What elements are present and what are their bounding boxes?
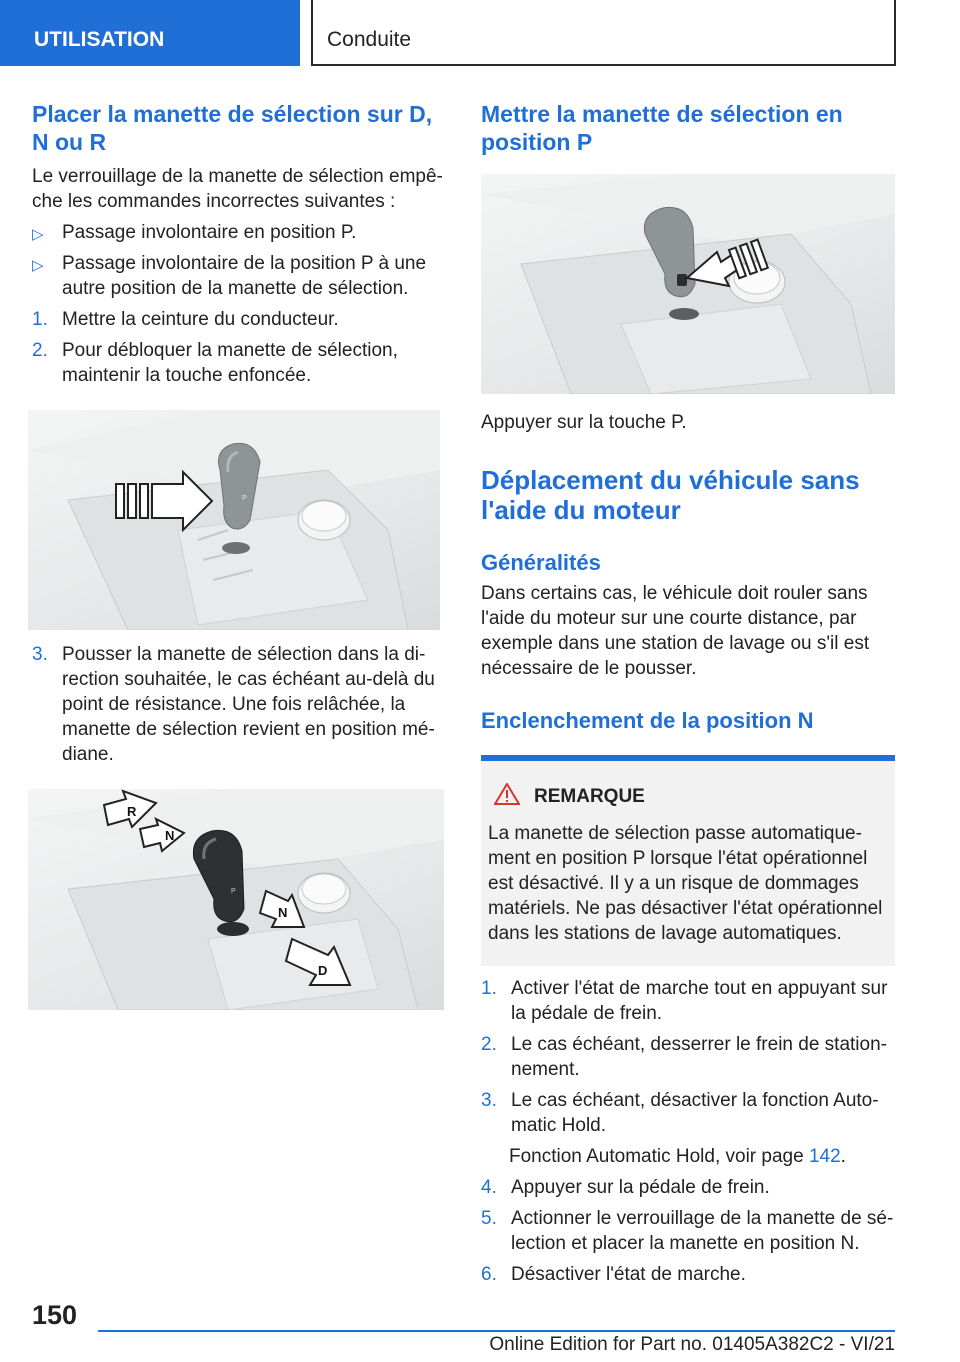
p-button-image — [481, 174, 895, 394]
subheading-generalites: Généralités — [481, 550, 601, 575]
press-p-caption: Appuyer sur la touche P. — [481, 412, 687, 433]
heading-moving-without-engine: Déplacement du véhicule sans l'aide du moteur — [481, 465, 860, 525]
steps-list-n2 — [481, 1175, 895, 1287]
list-item: 2. Le cas échéant, desserrer le frein de stationnement. — [481, 1034, 887, 1080]
chapter-tab — [311, 0, 896, 66]
p-button-label: P — [231, 888, 236, 895]
bullet-list — [32, 220, 444, 301]
list-item: 3. Pousser la manette de sélection dans la direction souhaitée, le cas échéant au-delà du point de résistance. Une fois relâchée, la manette de sélection revient en position médiane. — [32, 644, 435, 765]
cross-reference: Fonction Automatic Hold, voir page 142. — [509, 1146, 846, 1167]
page-link-142[interactable]: 142 — [808, 1146, 841, 1167]
steps-list-a — [32, 307, 444, 388]
right-column — [481, 100, 895, 1287]
list-item: 1. Activer l'état de marche tout en appuyant sur la pédale de frein. — [481, 978, 888, 1024]
chapter-title: Conduite — [327, 28, 412, 51]
warning-triangle-icon — [494, 783, 520, 811]
section-tab — [0, 0, 300, 66]
list-item: 6. Désactiver l'état de marche. — [481, 1264, 746, 1285]
list-item: 5. Actionner le verrouillage de la manette de sélection et placer la manette en position N. — [481, 1208, 894, 1254]
list-item: ▷ Passage involontaire de la position P à une autre position de la manette de sélection. — [32, 253, 427, 299]
gear-selector-directions-image — [28, 789, 444, 1010]
list-item: 3. Le cas échéant, désactiver la fonction Automatic Hold. — [481, 1090, 879, 1136]
gear-selector-unlock-image — [28, 410, 440, 630]
list-item: 2. Pour débloquer la manette de sélection, maintenir la touche enfoncée. — [32, 340, 398, 386]
steps-list-b — [32, 642, 444, 767]
neutral-label-down: N — [278, 905, 288, 920]
heading-position-p: Mettre la manette de sélection en position P — [481, 101, 843, 155]
note-box — [481, 755, 895, 966]
steps-list-n — [481, 976, 895, 1138]
list-item: ▷ Passage involontaire en position P. — [32, 220, 444, 245]
left-column — [32, 100, 444, 1010]
page-number: 150 — [32, 1300, 78, 1330]
drive-label: D — [318, 963, 328, 978]
reverse-label: R — [127, 804, 137, 819]
intro-paragraph: Le verrouillage de la manette de sélection empêche les commandes incorrectes suivantes : — [32, 166, 443, 212]
general-paragraph: Dans certains cas, le véhicule doit rouler sans l'aide du moteur sur une courte distance, par exemple dans une station de lavage ou s'il est nécessaire de le pousser. — [481, 583, 870, 679]
triangle-bullet-icon: ▷ — [32, 257, 44, 274]
note-title: REMARQUE — [534, 786, 645, 807]
footer-rule — [98, 1330, 895, 1332]
edition-text: Online Edition for Part no. 01405A382C2 - VI/21 — [489, 1334, 895, 1355]
p-button-label: P — [242, 495, 247, 502]
neutral-label-up: N — [165, 828, 175, 843]
note-text: La manette de sélection passe automatiquement en position P lorsque l'état opérationnel est désactivé. Il y a un risque de dommages matériels. Ne pas désactiver l'état opérationnel dans les stations de lavage automatiques. — [488, 823, 883, 944]
triangle-bullet-icon: ▷ — [32, 226, 44, 243]
subheading-position-n: Enclenchement de la position N — [481, 708, 814, 733]
list-item: 1. Mettre la ceinture du conducteur. — [32, 309, 339, 330]
list-item: 4. Appuyer sur la pédale de frein. — [481, 1177, 770, 1198]
section-title: UTILISATION — [34, 28, 165, 51]
heading-select-dnr: Placer la manette de sélection sur D, N ou R — [32, 101, 433, 155]
